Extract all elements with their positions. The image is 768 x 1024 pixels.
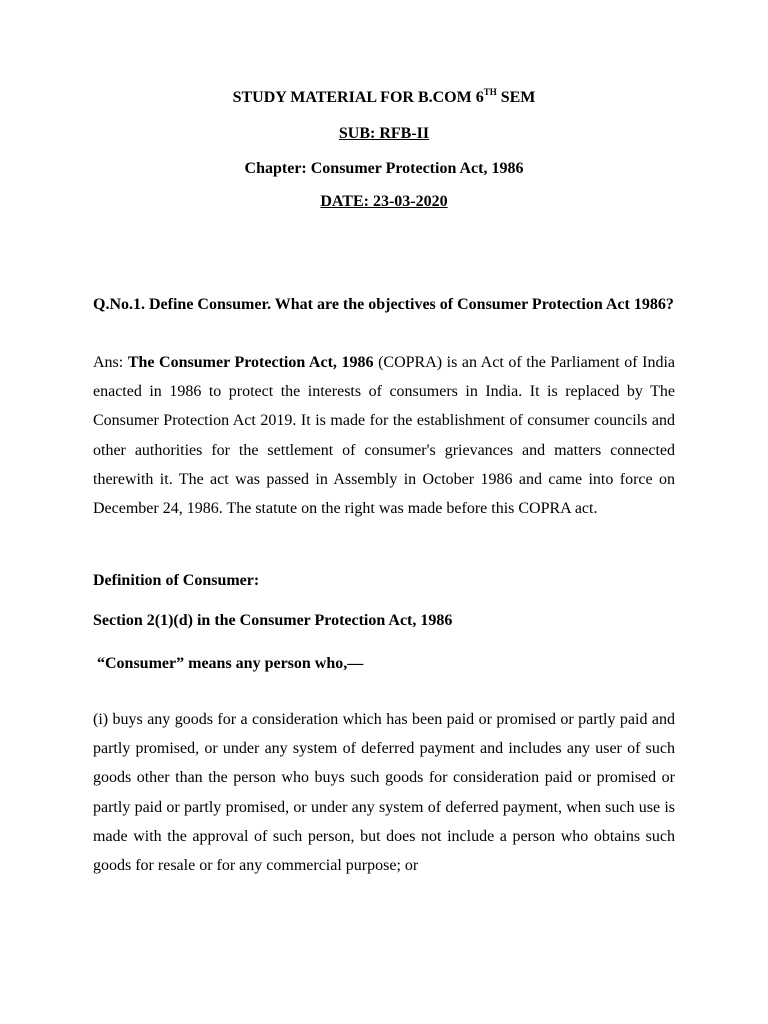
question-heading: Q.No.1. Define Consumer. What are the objectives of Consumer Protection Act 1986? bbox=[93, 296, 674, 313]
chapter-text: Chapter: Consumer Protection Act, 1986 bbox=[244, 160, 524, 177]
title-prefix: STUDY MATERIAL FOR B.COM 6 bbox=[232, 89, 484, 106]
chapter-line bbox=[0, 159, 768, 179]
title-suffix: SEM bbox=[496, 89, 536, 106]
clause-i-paragraph: (i) buys any goods for a consideration which has been paid or promised or partly paid and partly promised, or under any system of deferred payment and includes any user of such goods other than the person who buys such goods for consideration paid or promised or partly paid or partly promised, or under any system of deferred payment, when such use is made with the approval of such person, but does not include a person who obtains such goods for resale or for any commercial purpose; or bbox=[93, 711, 675, 875]
date-line bbox=[0, 192, 768, 212]
consumer-quote: “Consumer” means any person who,— bbox=[97, 655, 364, 672]
date-text: DATE: 23-03-2020 bbox=[320, 193, 448, 210]
definition-heading: Definition of Consumer: bbox=[93, 572, 260, 589]
act-name: The Consumer Protection Act, 1986 bbox=[127, 354, 374, 371]
subject-text: SUB: RFB-II bbox=[338, 125, 430, 142]
title-superscript: TH bbox=[483, 87, 497, 97]
subject-line bbox=[0, 124, 768, 144]
section-heading: Section 2(1)(d) in the Consumer Protection Act, 1986 bbox=[93, 612, 453, 629]
answer-text: (COPRA) is an Act of the Parliament of India enacted in 1986 to protect the interests of consumers in India. It is replaced by The Consumer Protection Act 2019. It is made for the establishment of consumer councils and other authorities for the settlement of consumer's grievances and matters connected therewith it. The act was passed in Assembly in October 1986 and came into force on December 24, 1986. The statute on the right was made before this COPRA act. bbox=[93, 354, 676, 518]
document-title bbox=[0, 88, 768, 108]
answer-paragraph bbox=[93, 348, 675, 523]
answer-label: Ans: bbox=[93, 354, 124, 371]
